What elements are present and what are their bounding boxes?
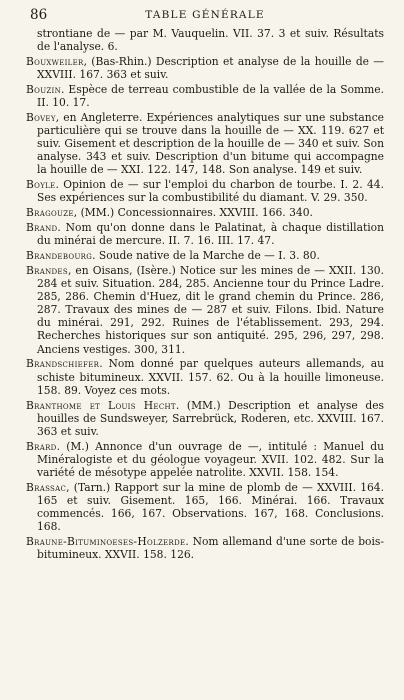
entry-text: , en Angleterre. Expériences analytiques sur une substance particulière qui se trouve dans la houille de — XX. 119. 627 et suiv. Gisement et description de la houille de — 340 et suiv. Son analyse. 343 et suiv. Description d'un bitume qui accompagne la houille de — XXI. 122. 147, 148. Son analyse. 149 et suiv. xyxy=(37,110,384,177)
index-entry xyxy=(26,440,384,479)
entry-head: Braune-Bituminoeses-Holzerde xyxy=(26,534,186,548)
entry-head: Brand xyxy=(26,221,58,235)
entry-text: , (Bas-Rhin.) Description et analyse de la houille de — XXVIII. 167. 363 et suiv. xyxy=(37,54,384,82)
index-entry xyxy=(26,83,384,109)
index-entry xyxy=(26,357,384,396)
entry-text: , (MM.) Concessionnaires. XXVIII. 166. 340. xyxy=(73,206,313,220)
entry-text: . Nom qu'on donne dans le Palatinat, à chaque distillation du minérai de mercure. II. 7. 16. III. 17. 47. xyxy=(37,221,384,248)
page-number: 86 xyxy=(30,7,48,23)
entry-head: Bouxweiler xyxy=(26,54,84,68)
index-entry xyxy=(26,27,384,53)
index-entry xyxy=(26,221,384,247)
index-entry xyxy=(26,399,384,438)
entry-text: . Espèce de terreau combustible de la vallée de la Somme. II. 10. 17. xyxy=(37,82,384,110)
entry-head: Boyle xyxy=(26,178,56,192)
entry-head: Bragouze xyxy=(26,206,74,220)
entry-text: , (Tarn.) Rapport sur la mine de plomb de — XXVIII. 164. 165 et suiv. Gisement. 165, 166. Minérai. 166. Travaux commencés. 166, 167. Observations. 167, 168. Conclusions. 168. xyxy=(37,480,384,533)
index-entry xyxy=(26,178,384,204)
index-entries xyxy=(26,27,384,561)
entry-head: Brard xyxy=(26,439,57,453)
index-entry xyxy=(26,111,384,176)
page-header xyxy=(26,5,384,27)
entry-text: . Nom allemand d'une sorte de bois-bitumineux. XXVII. 158. 126. xyxy=(37,534,384,561)
entry-head: Brassac xyxy=(26,480,67,494)
entry-text: . (MM.) Description et analyse des houilles de Sundsweyer, Sarrebrück, Roderen, etc. XXVIII. 167. 363 et suiv. xyxy=(37,398,385,438)
entry-head: Bouzin xyxy=(26,82,62,96)
entry-head: Bovey xyxy=(26,110,56,124)
index-entry xyxy=(26,264,384,356)
index-entry xyxy=(26,249,384,262)
entry-head: Branthome et Louis Hecht xyxy=(26,398,176,412)
entry-text: . Soude native de la Marche de — I. 3. 80. xyxy=(92,249,320,263)
entry-text: . Opinion de — sur l'emploi du charbon de tourbe. I. 2. 44. Ses expériences sur la combustibilité du diamant. V. 29. 350. xyxy=(37,178,384,205)
index-entry xyxy=(26,481,384,533)
entry-text: strontiane de — par M. Vauquelin. VII. 37. 3 et suiv. Résultats de l'analyse. 6. xyxy=(37,27,384,54)
entry-head: Brandschiefer xyxy=(26,357,100,371)
entry-text: . (M.) Annonce d'un ouvrage de —, intitulé : Manuel du Minéralogiste et du géologue voyageur. XVII. 102. 482. Sur la variété de mésotype appelée natrolite. XXVII. 158. 154. xyxy=(37,439,384,479)
index-entry xyxy=(26,206,384,219)
index-entry xyxy=(26,55,384,81)
running-title: TABLE GÉNÉRALE xyxy=(145,9,265,21)
entry-text: , en Oisans, (Isère.) Notice sur les mines de — XXII. 130. 284 et suiv. Situation. 284, 285. Ancienne tour du Prince Ladre. 285, 286. Chemin d'Huez, dit le grand chemin du Prince. 286, 287. Travaux des mines de — 287 et suiv. Filons. Ibid. Nature du minérai. 291, 292. Ruines de l'établissement. 293, 294. Recherches historiques sur son antiquité. 295, 296, 297, 298. Anciens vestiges. 300, 311. xyxy=(37,263,384,356)
index-entry xyxy=(26,535,384,561)
entry-text: . Nom donné par quelques auteurs allemands, au schiste bitumineux. XXVII. 157. 62. Ou à la houille limoneuse. 158. 89. Voyez ces mots. xyxy=(37,357,384,397)
entry-head: Brandes xyxy=(26,263,68,277)
entry-head: Brandebourg xyxy=(26,249,93,263)
